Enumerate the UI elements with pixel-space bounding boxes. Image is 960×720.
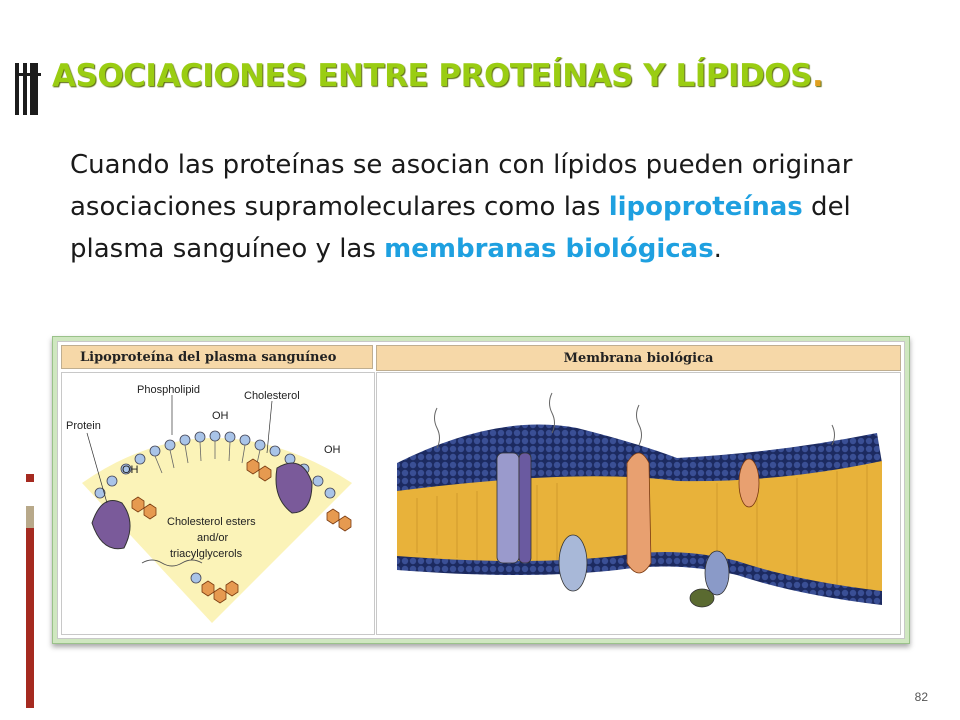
corner-decoration (15, 63, 41, 115)
label-oh-3: OH (324, 444, 341, 456)
left-accent-bar (26, 474, 34, 708)
figure-table (52, 336, 910, 644)
page-number: 82 (914, 690, 928, 704)
label-core-2: and/or (197, 532, 229, 544)
figure-header-membrane: Membrana biológica (376, 345, 901, 371)
slide-title: ASOCIACIONES ENTRE PROTEÍNAS Y LÍPIDOS. (52, 58, 824, 94)
highlight-lipoproteinas: lipoproteínas (608, 192, 803, 222)
label-core-1: Cholesterol esters (167, 516, 256, 528)
label-phospholipid: Phospholipid (137, 384, 200, 396)
label-cholesterol: Cholesterol (244, 390, 300, 402)
lipoprotein-diagram (61, 372, 375, 635)
label-protein: Protein (66, 420, 101, 432)
label-core-3: triacylglycerols (170, 548, 243, 560)
label-oh-1: OH (212, 410, 229, 422)
highlight-membranas: membranas biológicas (384, 234, 714, 264)
slide-paragraph: Cuando las proteínas se asocian con lípidos pueden originar asociaciones supramoleculares como las lipoproteínas del plasma sanguíneo y las membranas biológicas. (70, 150, 853, 264)
membrane-diagram (376, 372, 901, 635)
figure-header-lipoprotein: Lipoproteína del plasma sanguíneo (61, 345, 373, 369)
label-oh-2: OH (122, 464, 139, 476)
